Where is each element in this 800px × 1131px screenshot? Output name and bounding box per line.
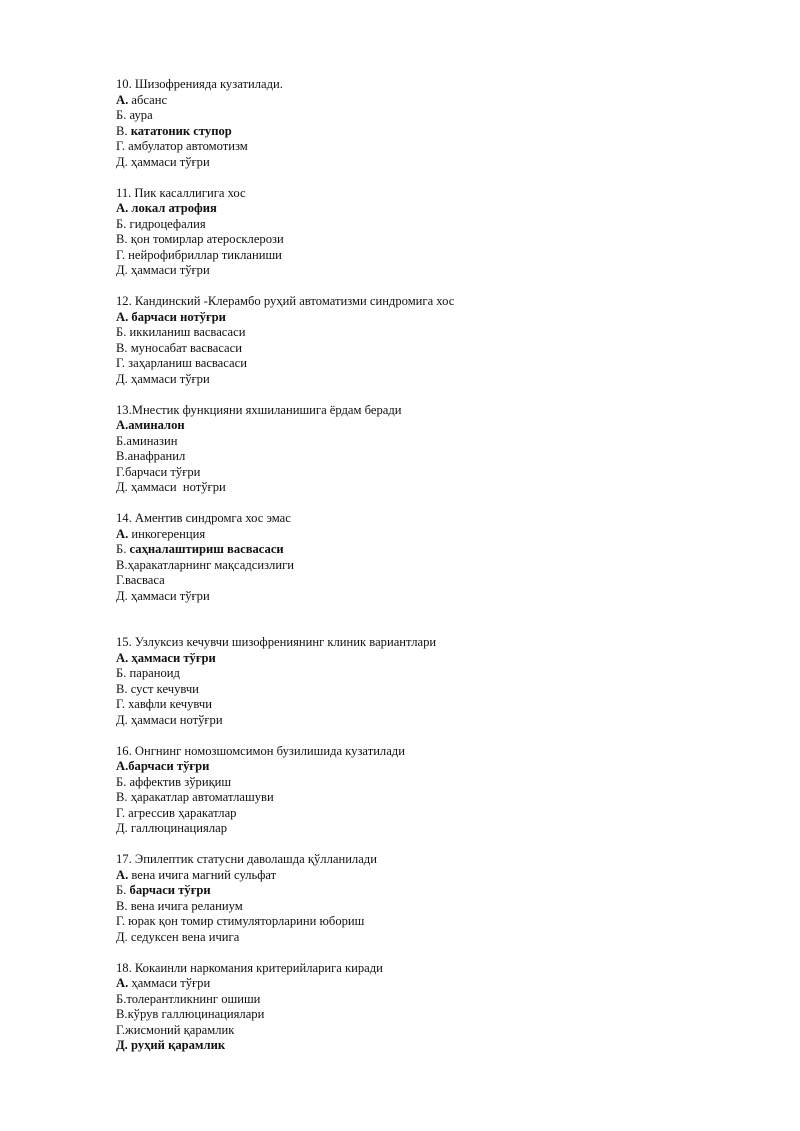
option-letter: В. <box>116 557 128 572</box>
question-block <box>116 186 756 279</box>
option-letter: А. <box>116 650 129 665</box>
answer-option <box>116 542 756 558</box>
option-text: барчаси тўғри <box>125 464 201 479</box>
answer-option <box>116 372 756 388</box>
option-letter: Г. <box>116 356 126 370</box>
option-text: иккиланиш васвасаси <box>126 325 246 339</box>
answer-option <box>116 325 756 341</box>
option-text: васваса <box>125 573 165 587</box>
question-block <box>116 403 756 496</box>
answer-option <box>116 232 756 248</box>
answer-option <box>116 1038 756 1054</box>
answer-option <box>116 713 756 729</box>
option-text: аминазин <box>126 433 178 448</box>
question-block <box>116 744 756 837</box>
option-text: ҳаракатларнинг мақсадсизлиги <box>127 557 294 572</box>
option-text: ҳаммаси тўғри <box>127 263 210 277</box>
option-letter: Д. <box>116 821 128 835</box>
answer-option <box>116 1023 756 1039</box>
answer-option <box>116 155 756 171</box>
option-text: саҳналаштириш васвасаси <box>126 542 284 556</box>
answer-option <box>116 418 756 434</box>
answer-option <box>116 465 756 481</box>
option-text: ҳаммаси тўғри <box>128 976 211 990</box>
option-text: седуксен вена ичига <box>127 929 240 944</box>
option-letter: В. <box>116 790 128 804</box>
answer-option <box>116 697 756 713</box>
option-text: кататоник ступор <box>127 123 232 138</box>
answer-option <box>116 527 756 543</box>
question-block <box>116 294 756 387</box>
question-title: 14. Аментив синдромга хос эмас <box>116 511 291 525</box>
option-letter: В. <box>116 232 128 246</box>
option-text: барчаси тўғри <box>126 883 211 897</box>
answer-option <box>116 341 756 357</box>
answer-option <box>116 449 756 465</box>
option-letter: Г. <box>116 697 126 711</box>
answer-option <box>116 124 756 140</box>
answer-option <box>116 806 756 822</box>
option-letter: А. <box>116 309 129 324</box>
answer-option <box>116 883 756 899</box>
option-text: кўрув галлюцинациялари <box>127 1007 265 1021</box>
answer-option <box>116 558 756 574</box>
answer-option <box>116 263 756 279</box>
option-letter: Д. <box>116 929 128 944</box>
option-letter: Д. <box>116 371 128 386</box>
option-letter: А. <box>116 418 129 432</box>
option-text: ҳаммаси тўғри <box>128 650 216 665</box>
option-letter: Б. <box>116 666 127 680</box>
option-text: аура <box>126 108 153 122</box>
option-text: галлюцинациялар <box>127 821 227 835</box>
option-text: ҳаммаси тўғри <box>127 154 210 169</box>
option-text: толерантликнинг ошиши <box>126 991 261 1006</box>
option-letter: Б. <box>116 325 127 339</box>
option-letter: Б. <box>116 883 127 897</box>
answer-option <box>116 1007 756 1023</box>
option-letter: Д. <box>116 1038 128 1052</box>
option-text: муносабат васвасаси <box>127 340 242 355</box>
option-text: жисмоний қарамлик <box>125 1022 235 1037</box>
option-text: ҳаммаси нотўғри <box>127 712 223 727</box>
answer-option <box>116 139 756 155</box>
option-letter: А. <box>116 976 129 990</box>
option-text: нейрофибриллар тикланиши <box>125 247 282 262</box>
option-letter: Д. <box>116 712 128 727</box>
question-title: 10. Шизофренияда кузатилади. <box>116 77 283 91</box>
answer-option <box>116 651 756 667</box>
option-text: қон томирлар атеросклерози <box>127 232 284 246</box>
answer-option <box>116 899 756 915</box>
question-title: 17. Эпилептик статусни даволашда қўлланилади <box>116 852 377 866</box>
question-block <box>116 77 756 170</box>
answer-option <box>116 310 756 326</box>
option-text: анафранил <box>127 449 186 463</box>
answer-option <box>116 790 756 806</box>
option-letter: Г. <box>116 139 126 153</box>
answer-option <box>116 201 756 217</box>
option-letter: Б. <box>116 108 127 122</box>
option-text: вена ичига магний сульфат <box>128 867 277 882</box>
answer-option <box>116 666 756 682</box>
option-letter: А. <box>116 92 129 107</box>
option-text: локал атрофия <box>128 201 217 215</box>
answer-option <box>116 914 756 930</box>
answer-option <box>116 775 756 791</box>
option-letter: В. <box>116 898 128 913</box>
option-text: барчаси нотўғри <box>128 309 226 324</box>
answer-option <box>116 356 756 372</box>
option-letter: В. <box>116 449 128 463</box>
option-text: ҳаммаси нотўғри <box>127 480 226 494</box>
option-letter: Г. <box>116 805 126 820</box>
option-text: параноид <box>126 666 180 680</box>
question-block <box>116 511 756 604</box>
option-letter: А. <box>116 867 129 882</box>
option-letter: А. <box>116 201 129 215</box>
option-letter: Б. <box>116 991 127 1006</box>
question-title: 15. Узлуксиз кечувчи шизофрениянинг клиник вариантлари <box>116 635 437 649</box>
question-list <box>116 77 756 1069</box>
option-text: амбулатор автомотизм <box>125 139 248 153</box>
option-text: инкогеренция <box>128 526 206 541</box>
answer-option <box>116 821 756 837</box>
answer-option <box>116 480 756 496</box>
answer-option <box>116 248 756 264</box>
answer-option <box>116 589 756 605</box>
option-text: аффектив зўриқиш <box>126 774 232 789</box>
option-letter: Д. <box>116 480 128 494</box>
question-title: 16. Онгнинг номозшомсимон бузилишида кузатилади <box>116 743 405 758</box>
answer-option <box>116 759 756 775</box>
option-letter: А. <box>116 759 129 773</box>
option-letter: В. <box>116 123 128 138</box>
answer-option <box>116 992 756 1008</box>
option-letter: Д. <box>116 588 128 603</box>
option-text: юрак қон томир стимуляторларини юбориш <box>125 914 365 928</box>
option-text: агрессив ҳаракатлар <box>125 805 237 820</box>
option-letter: В. <box>116 340 128 355</box>
question-title: 11. Пик касаллигига хос <box>116 185 246 200</box>
option-text: суст кечувчи <box>127 681 199 696</box>
question-title: 18. Кокаинли наркомания критерийларига киради <box>116 960 383 975</box>
option-letter: Б. <box>116 216 127 231</box>
option-letter: Г. <box>116 914 126 928</box>
option-letter: В. <box>116 1007 128 1021</box>
question-block <box>116 635 756 728</box>
option-text: барчаси тўғри <box>128 759 210 773</box>
option-letter: Г. <box>116 464 126 479</box>
option-text: гидроцефалия <box>126 216 206 231</box>
option-text: ҳаммаси тўғри <box>127 371 210 386</box>
answer-option <box>116 682 756 698</box>
option-text: ҳаммаси тўғри <box>127 588 210 603</box>
option-letter: Д. <box>116 154 128 169</box>
option-text: руҳий қарамлик <box>127 1038 226 1052</box>
option-text: абсанс <box>128 92 168 107</box>
answer-option <box>116 573 756 589</box>
option-text: вена ичига реланиум <box>127 898 243 913</box>
answer-option <box>116 930 756 946</box>
answer-option <box>116 217 756 233</box>
option-letter: Д. <box>116 263 128 277</box>
question-title: 12. Кандинский -Клерамбо руҳий автоматизми синдромига хос <box>116 294 455 308</box>
option-letter: Г. <box>116 573 126 587</box>
option-letter: В. <box>116 681 128 696</box>
answer-option <box>116 108 756 124</box>
answer-option <box>116 976 756 992</box>
option-text: ҳаракатлар автоматлашуви <box>127 790 274 804</box>
answer-option <box>116 93 756 109</box>
option-letter: Б. <box>116 433 127 448</box>
option-letter: А. <box>116 526 129 541</box>
option-text: аминалон <box>128 418 185 432</box>
option-letter: Г. <box>116 1022 126 1037</box>
option-text: заҳарланиш васвасаси <box>125 356 247 370</box>
question-block <box>116 852 756 945</box>
answer-option <box>116 434 756 450</box>
option-letter: Б. <box>116 774 127 789</box>
question-block <box>116 961 756 1054</box>
question-title: 13.Мнестик функцияни яхшиланишига ёрдам беради <box>116 402 402 417</box>
option-letter: Б. <box>116 542 127 556</box>
answer-option <box>116 868 756 884</box>
option-text: хавфли кечувчи <box>125 697 212 711</box>
option-letter: Г. <box>116 247 126 262</box>
